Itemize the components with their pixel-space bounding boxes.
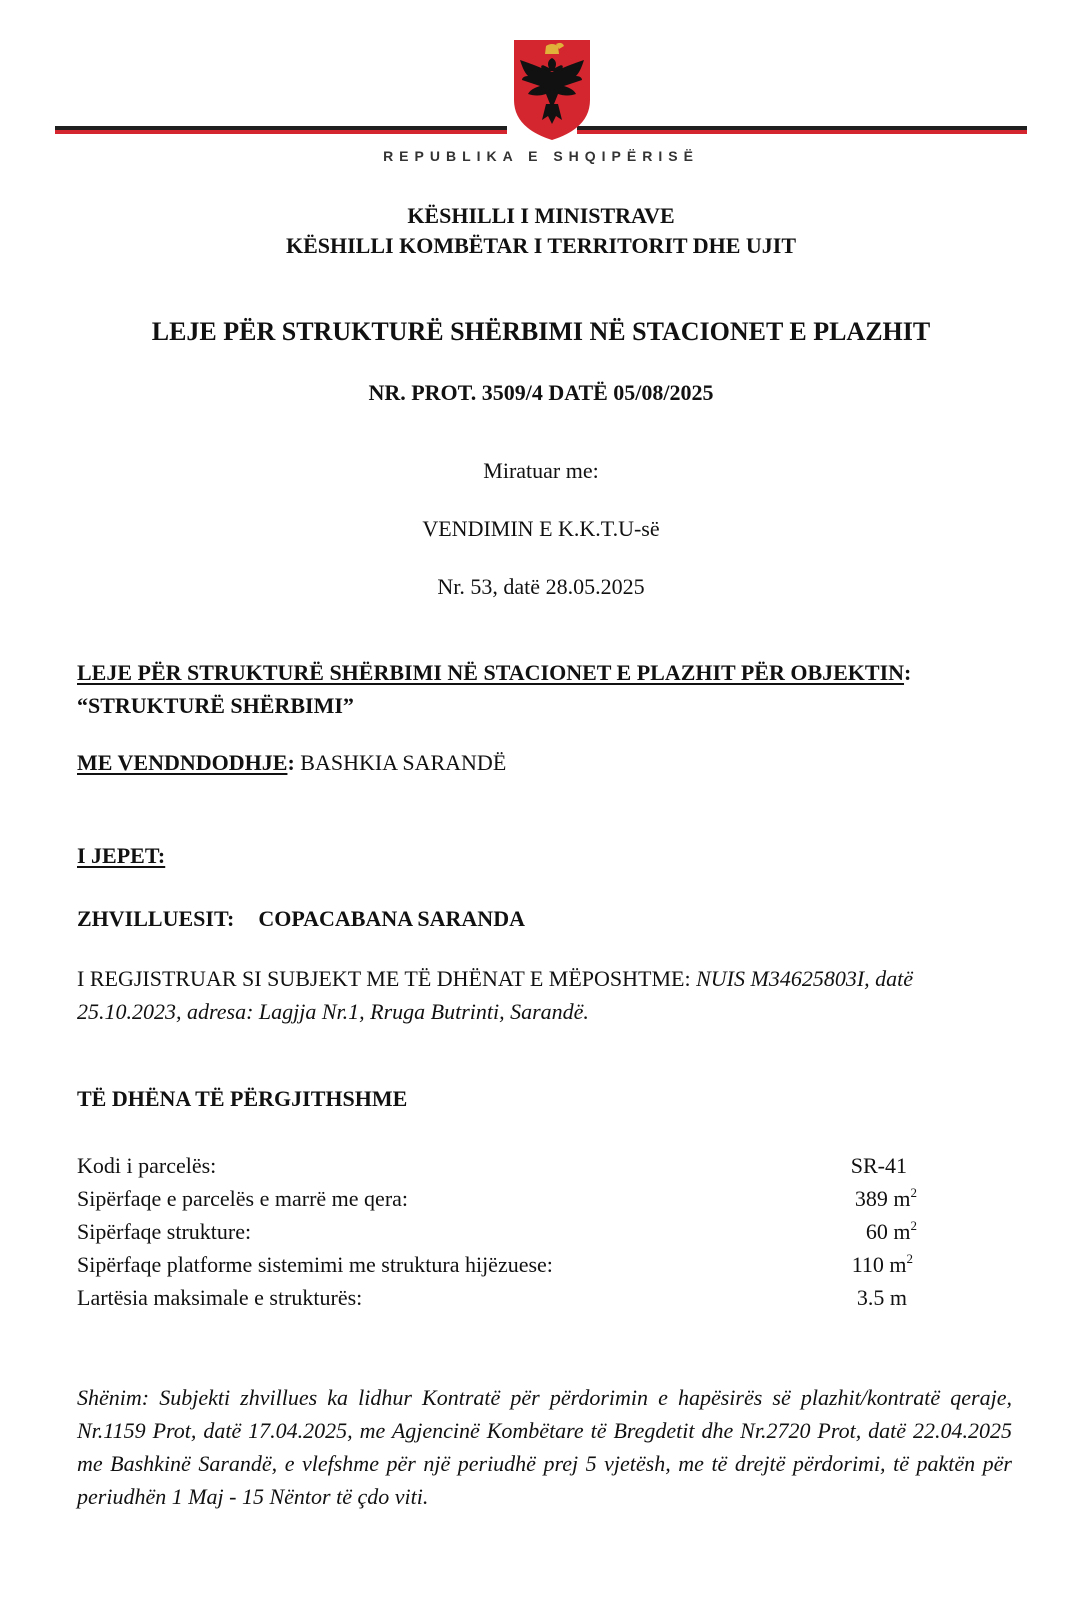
param-row [77,1186,917,1219]
param-value: SR-41 [850,1153,907,1178]
developer-label: ZHVILLUESIT: [77,906,235,931]
registration-text: I REGJISTRUAR SI SUBJEKT ME TË DHËNAT E MËPOSHTME: [77,966,697,991]
param-label: Sipërfaqe platforme sistemimi me struktura hijëzuese: [77,1252,553,1277]
decision-reference: VENDIMIN E K.K.T.U-së [422,516,660,541]
registration-details [77,962,1022,1028]
permit-colon: : [904,660,912,685]
param-row [77,1153,917,1186]
location-value: BASHKIA SARANDË [294,750,507,775]
param-value: 110 $m^2$ [851,1251,913,1277]
permit-object-name: “STRUKTURË SHËRBIMI” [77,693,354,718]
header-rule-left-red [55,130,507,134]
registration-info: NUIS M34625803I, datë 25.10.2023, adresa: Lagjja Nr.1, Rruga Butrinti, Sarandë. [77,966,914,1024]
param-value: 3.5 m [856,1285,907,1310]
permit-object [77,656,1037,722]
developer [77,906,525,932]
param-value: 60 $m^2$ [865,1218,917,1244]
location-colon: : [287,750,295,775]
param-row [77,1285,917,1318]
param-label: Lartësia maksimale e strukturës: [77,1285,363,1310]
national-territory-council: KËSHILLI KOMBËTAR I TERRITORIT DHE UJIT [285,233,797,258]
given-to-heading: I JEPET: [77,843,166,868]
general-data-heading: TË DHËNA TË PËRGJITHSHME [77,1086,408,1111]
param-row [77,1219,917,1252]
permit-line-text: LEJE PËR STRUKTURË SHËRBIMI NË STACIONET E PLAZHIT PËR OBJEKTIN [77,660,905,685]
param-row [77,1252,917,1285]
republic-label: REPUBLIKA E SHQIPËRISË [383,148,699,164]
param-label: Kodi i parcelës: [77,1153,217,1178]
approved-by-label: Miratuar me: [483,458,599,483]
council-of-ministers: KËSHILLI I MINISTRAVE [407,203,675,228]
param-value: 389 $m^2$ [854,1185,917,1211]
header-rule-right-red [577,130,1027,134]
protocol-number: NR. PROT. 3509/4 DATË 05/08/2025 [368,380,714,405]
albanian-coat-of-arms-icon [512,38,592,142]
param-label: Sipërfaqe e parcelës e marrë me qera: [77,1186,409,1211]
note: Shënim: Subjekti zhvillues ka lidhur Kontratë për përdorimin e hapësirës së plazhit/kontratë qeraje, Nr.1159 Prot, datë 17.04.2025, me Agjencinë Kombëtare të Bregdetit dhe Nr.2720 Prot, datë 22.04.2025 me Bashkinë Sarandë, e vlefshme për një periudhë prej 5 vjetësh, me të drejtë përdorimi, të paktën për periudhën 1 Maj - 15 Nëntor të çdo viti. [77,1385,1012,1509]
location [77,750,506,776]
developer-name: COPACABANA SARANDA [258,906,525,931]
decision-number: Nr. 53, datë 28.05.2025 [437,574,645,599]
param-label: Sipërfaqe strukture: [77,1219,252,1244]
location-label: ME VENDNDODHJE [77,750,288,775]
page-title: LEJE PËR STRUKTURË SHËRBIMI NË STACIONET E PLAZHIT [151,317,931,346]
